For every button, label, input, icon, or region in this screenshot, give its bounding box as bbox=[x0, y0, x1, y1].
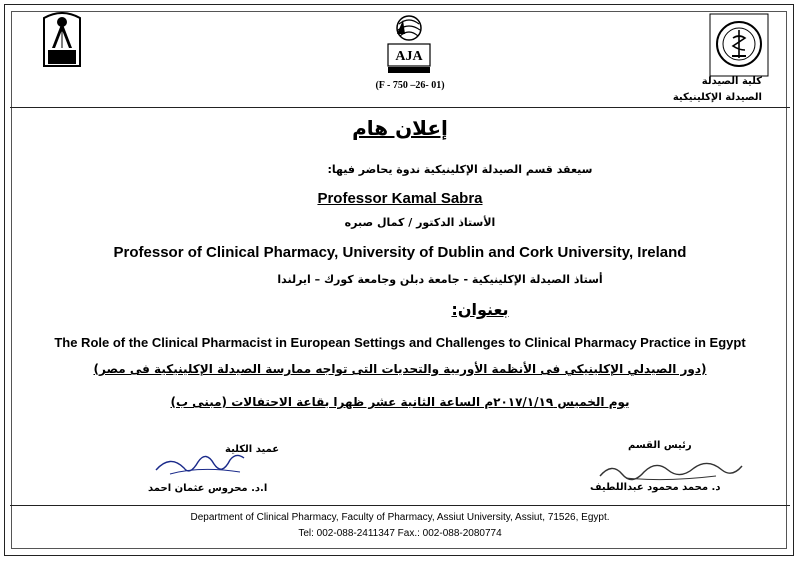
dean-name: ا.د. محروس عثمان احمد bbox=[148, 483, 268, 494]
head-of-department-title: رئيس القسم bbox=[628, 440, 692, 451]
speaker-name-ar: الأستاذ الدكتور / كمال صبره bbox=[344, 216, 496, 229]
topic-title-en: The Role of the Clinical Pharmacist in European Settings and Challenges to Clinical Pharmacy Practice in Egypt bbox=[54, 335, 746, 350]
accreditation-logo-text: AJA bbox=[395, 49, 423, 64]
head-of-department-name: د. محمد محمود عبداللطيف bbox=[590, 482, 721, 493]
faculty-logo bbox=[706, 12, 772, 78]
faculty-name: كلية الصيدلة bbox=[701, 76, 762, 87]
speaker-position-en: Professor of Clinical Pharmacy, University of Dublin and Cork University, Ireland bbox=[113, 244, 687, 261]
accreditation-logo bbox=[374, 14, 444, 78]
event-date-time-text: يوم الخميس ٢٠١٧/١/١٩م الساعة الثانية عشر ظهرا بقاعة الاحتفالات (مبنى ب) bbox=[170, 395, 630, 409]
dean-signature bbox=[150, 446, 250, 480]
form-code: (F - 750 –26- 01) bbox=[375, 80, 445, 91]
event-date-time bbox=[0, 395, 800, 409]
announcement-title-text: إعلان هام bbox=[352, 116, 448, 140]
speaker-name-en-text: Professor Kamal Sabra bbox=[317, 190, 483, 207]
announcement-intro: سيعقد قسم الصيدلة الإكلينيكية ندوة يحاضر فيها: bbox=[327, 163, 593, 176]
topic-label bbox=[80, 300, 800, 319]
speaker-position-ar: أستاذ الصيدلة الإكلينيكية - جامعة دبلن وجامعة كورك – ايرلندا bbox=[277, 273, 603, 286]
announcement-title bbox=[0, 116, 800, 140]
dean-title: عميد الكلية bbox=[225, 444, 280, 455]
topic-title-ar bbox=[0, 362, 800, 376]
university-logo bbox=[40, 12, 84, 70]
footer-address: Department of Clinical Pharmacy, Faculty of Pharmacy, Assiut University, Assiut, 71526, Egypt. bbox=[190, 512, 610, 523]
speaker-name-en bbox=[0, 190, 800, 207]
footer-contact: Tel: 002-088-2411347 Fax.: 002-088-2080774 bbox=[298, 528, 502, 539]
header-divider bbox=[10, 107, 790, 108]
topic-label-text: بعنوان: bbox=[451, 300, 509, 319]
head-signature bbox=[596, 456, 746, 484]
department-name: الصيدلة الإكلينيكية bbox=[672, 92, 762, 103]
topic-title-ar-text: (دور الصيدلي الإكلينيكي فى الأنظمة الأوربية والتحديات التى تواجه ممارسة الصيدلة الإكلينيكية فى مصر) bbox=[93, 362, 707, 376]
footer-divider bbox=[10, 505, 790, 506]
